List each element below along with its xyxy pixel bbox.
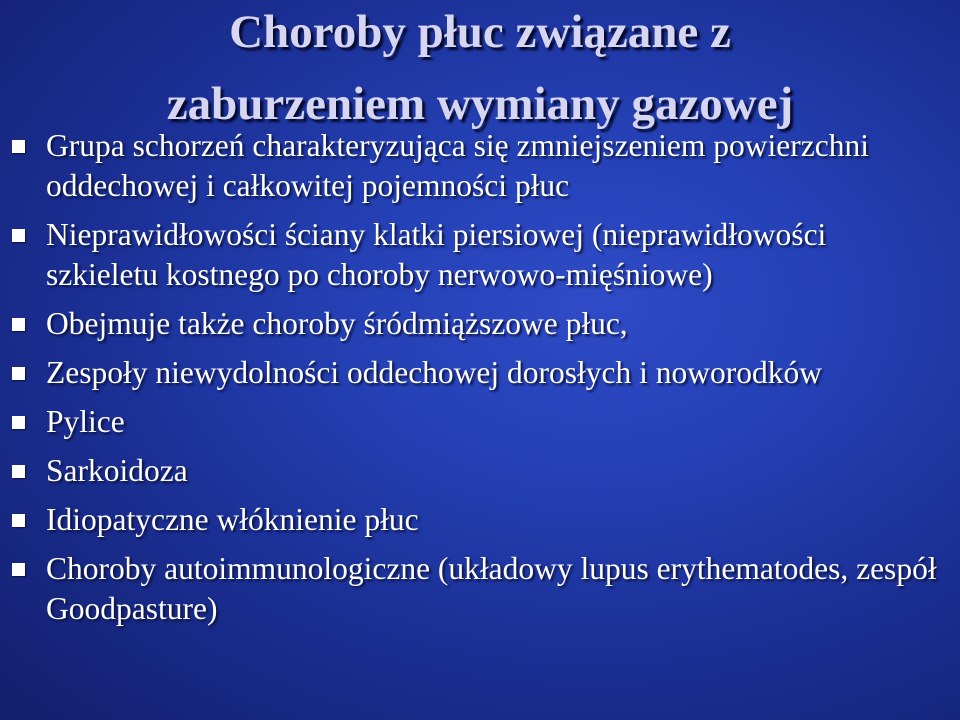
square-bullet-icon — [12, 514, 25, 527]
bullet-text: Choroby autoimmunologiczne (układowy lupus erythematodes, zespół Goodpasture) — [46, 551, 937, 626]
square-bullet-icon — [12, 416, 25, 429]
bullet-text: Nieprawidłowości ściany klatki piersiowej (nieprawidłowości szkieletu kostnego po choroby nerwowo-mięśniowe) — [46, 217, 827, 292]
slide-title — [40, 0, 920, 140]
square-bullet-icon — [12, 318, 25, 331]
square-bullet-icon — [12, 140, 25, 153]
bullet-text: Idiopatyczne włóknienie płuc — [46, 502, 419, 537]
bullet-item — [0, 215, 960, 295]
bullet-item — [0, 500, 960, 540]
title-line-2: zaburzeniem wymiany gazowej — [166, 78, 794, 130]
square-bullet-icon — [12, 229, 25, 242]
bullet-item — [0, 451, 960, 491]
square-bullet-icon — [12, 465, 25, 478]
bullet-text: Pylice — [46, 404, 125, 439]
bullet-text: Grupa schorzeń charakteryzująca się zmniejszeniem powierzchni oddechowej i całkowitej pojemności płuc — [46, 128, 869, 203]
bullet-text: Zespoły niewydolności oddechowej dorosłych i noworodków — [46, 355, 822, 390]
bullet-list — [0, 126, 960, 638]
bullet-item — [0, 304, 960, 344]
bullet-item — [0, 353, 960, 393]
bullet-text: Sarkoidoza — [46, 453, 188, 488]
square-bullet-icon — [12, 563, 25, 576]
bullet-item — [0, 549, 960, 629]
square-bullet-icon — [12, 367, 25, 380]
bullet-text: Obejmuje także choroby śródmiąższowe płuc, — [46, 306, 628, 341]
bullet-item — [0, 402, 960, 442]
title-line-1: Choroby płuc związane z — [229, 6, 731, 58]
bullet-item — [0, 126, 960, 206]
